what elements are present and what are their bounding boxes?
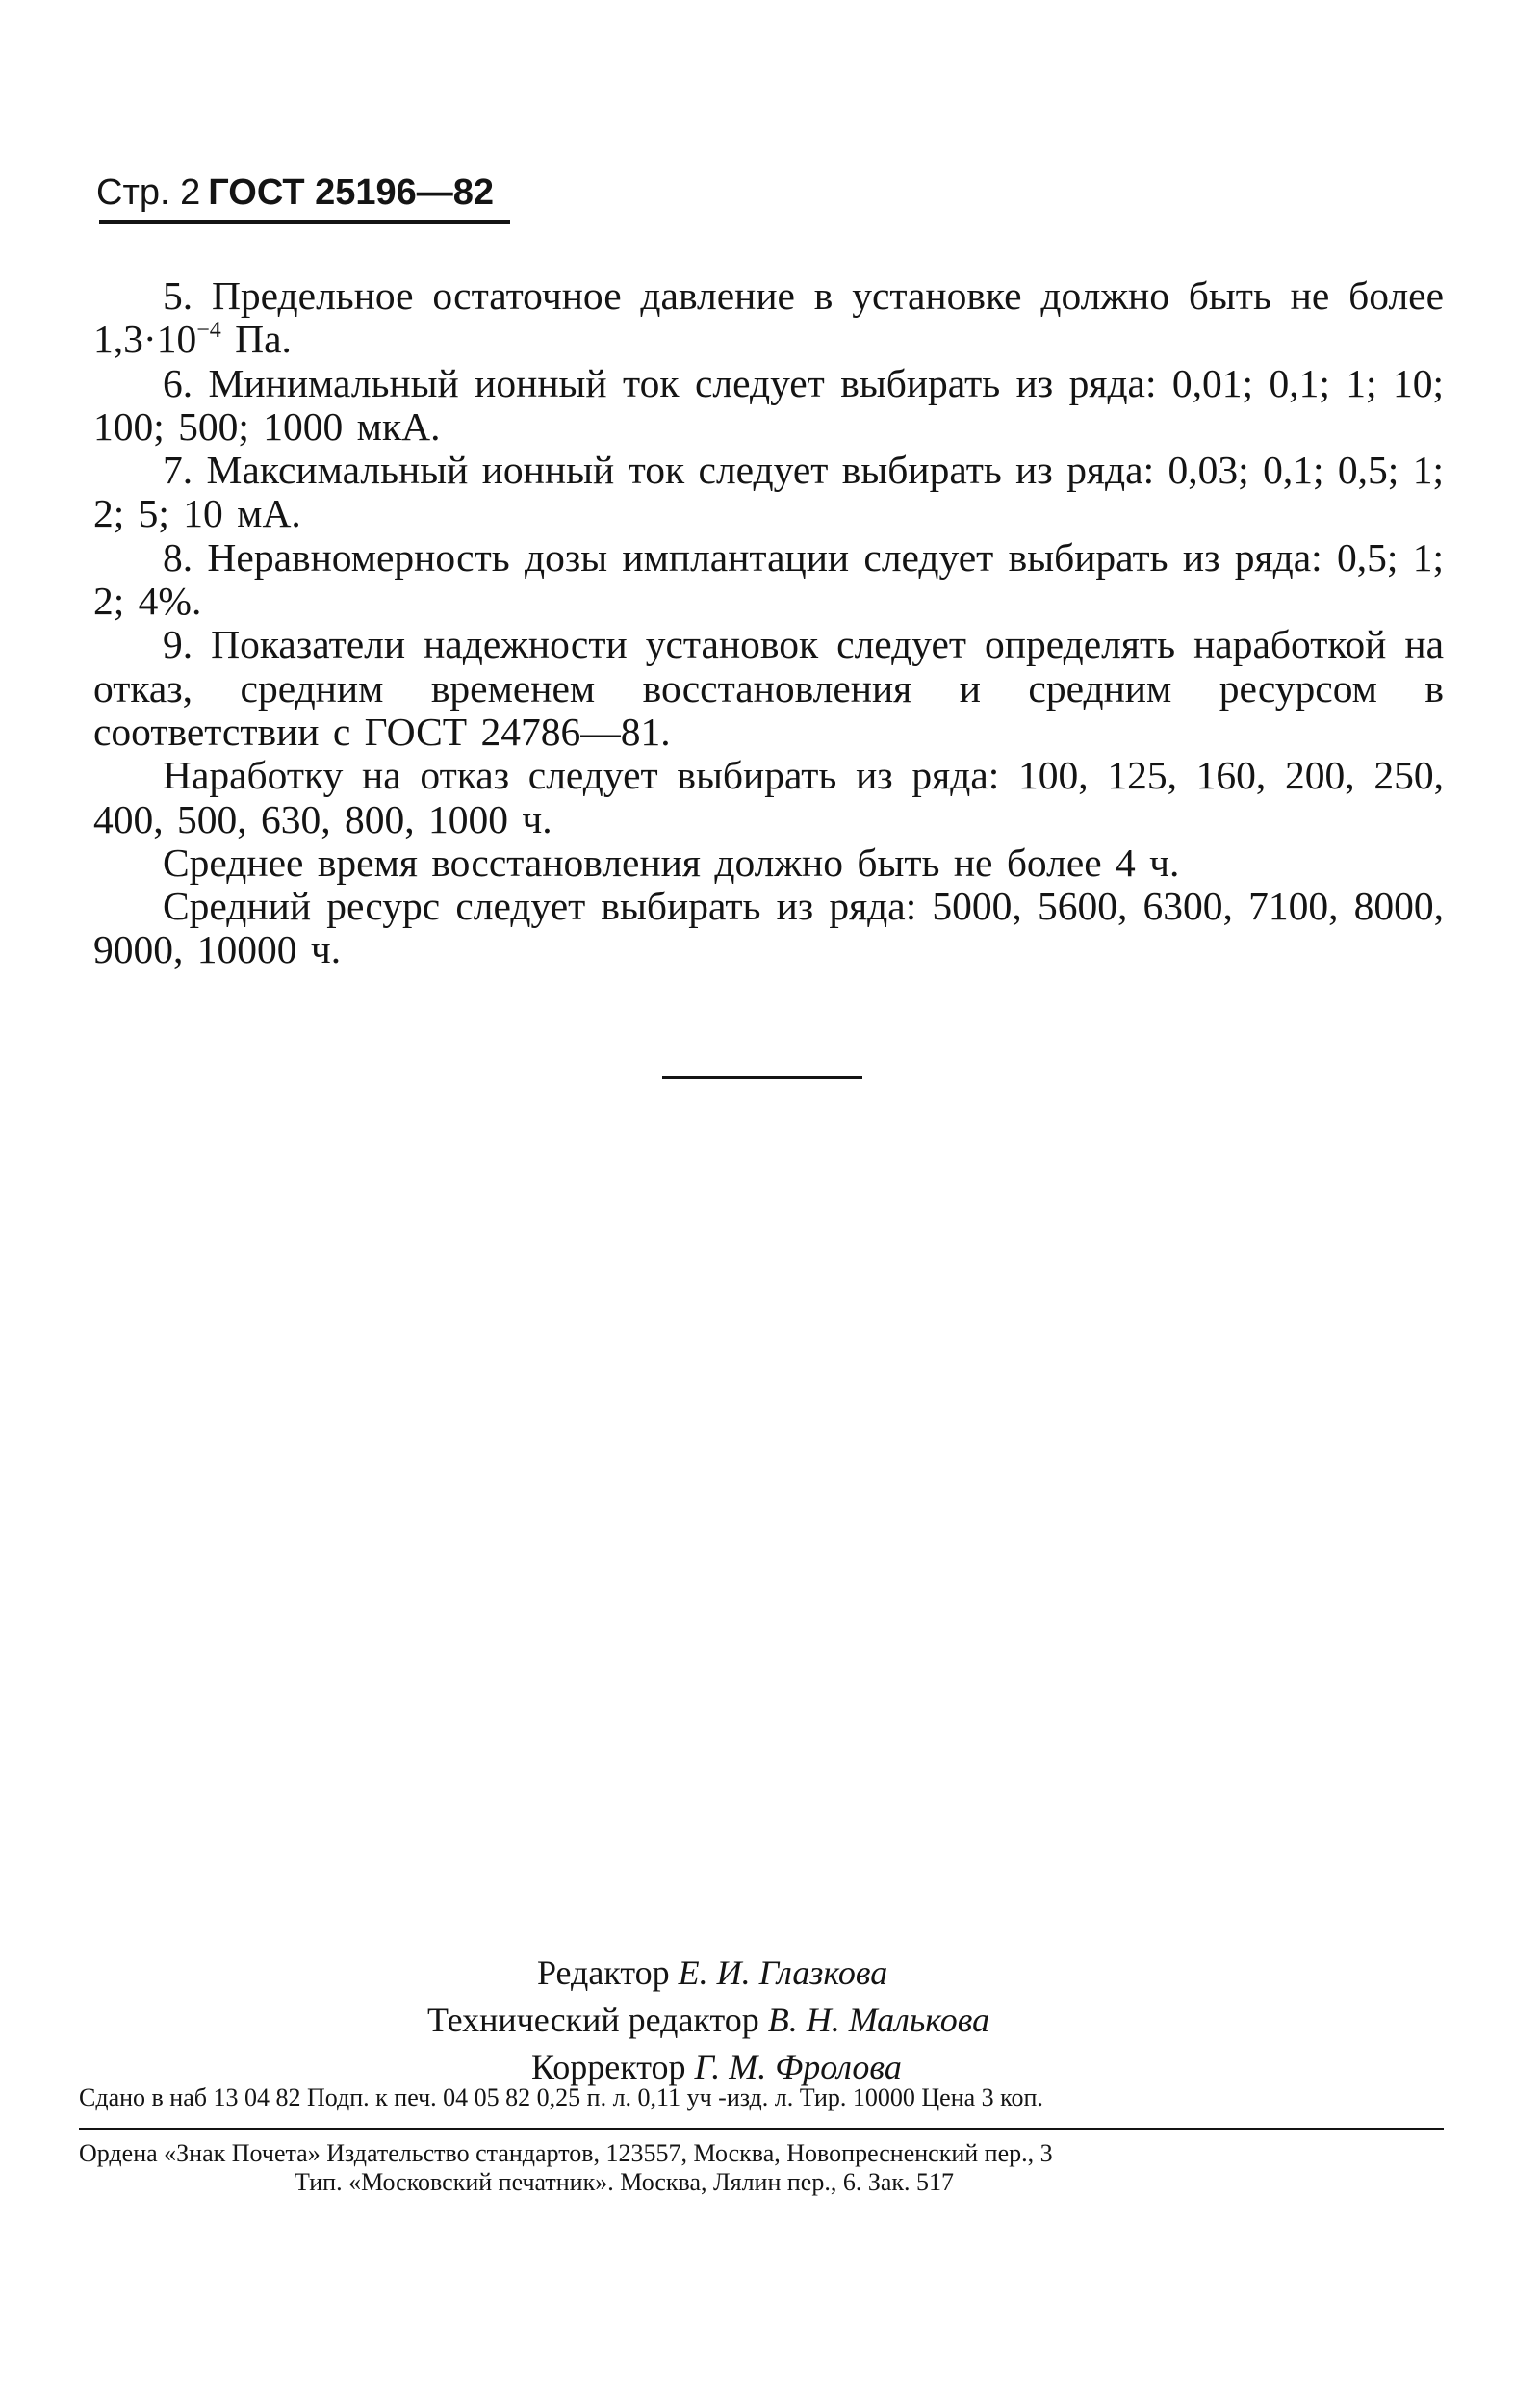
- publisher-line-1: Ордена «Знак Почета» Издательство стандартов, 123557, Москва, Новопресненский пер., 3: [79, 2139, 1053, 2167]
- body-text: [93, 274, 1444, 972]
- paragraph-recovery-time: Среднее время восстановления должно быть не более 4 ч.: [163, 840, 1180, 885]
- print-imprint: Сдано в наб 13 04 82 Подп. к печ. 04 05 82 0,25 п. л. 0,11 уч -изд. л. Тир. 10000 Цена 3 коп.: [79, 2083, 1043, 2111]
- paragraph-6: 6. Минимальный ионный ток следует выбирать из ряда: 0,01; 0,1; 1; 10; 100; 500; 1000 мкА.: [93, 360, 1444, 449]
- paragraph-service-life: Средний ресурс следует выбирать из ряда: 5000, 5600, 6300, 7100, 8000, 9000, 10000 ч.: [93, 884, 1444, 972]
- editor-name: Е. И. Глазкова: [678, 1953, 888, 1992]
- publisher-info: [79, 2139, 1446, 2197]
- proofreader-role: Корректор: [531, 2048, 686, 2086]
- paragraph-5-lead: 5. Предельное остаточное давление в установке должно быть не более 1,3·10: [93, 273, 1444, 362]
- proofreader-name: Г. М. Фролова: [694, 2048, 902, 2086]
- tech-editor-role: Технический редактор: [427, 2001, 759, 2039]
- tech-editor-name: В. Н. Малькова: [767, 2001, 990, 2039]
- page-number-label: Стр. 2: [96, 172, 201, 213]
- paragraph-mtbf: Наработку на отказ следует выбирать из ряда: 100, 125, 160, 200, 250, 400, 500, 630, 800, 1000 ч.: [93, 753, 1444, 841]
- end-of-text-rule: [662, 1076, 862, 1079]
- credits-block: [0, 1950, 1540, 2091]
- editor-credit: [537, 1950, 1540, 1997]
- paragraph-8: 8. Неравномерность дозы имплантации следует выбирать из ряда: 0,5; 1; 2; 4%.: [93, 534, 1444, 624]
- tech-editor-credit: [427, 1997, 1540, 2044]
- paragraph-5: [93, 274, 1444, 362]
- page-header: [96, 171, 494, 214]
- pressure-exponent: −4: [196, 318, 221, 344]
- paragraph-7: 7. Максимальный ионный ток следует выбирать из ряда: 0,03; 0,1; 0,5; 1; 2; 5; 10 мА.: [93, 448, 1444, 536]
- paragraph-9: 9. Показатели надежности установок следует определять наработкой на отказ, средним временем восстановления и средним ресурсом в соответствии с ГОСТ 24786—81.: [93, 622, 1444, 754]
- editor-role: Редактор: [537, 1953, 670, 1992]
- paragraph-5-tail: Па.: [220, 317, 292, 362]
- header-rule: [99, 220, 510, 224]
- publisher-line-2: Тип. «Московский печатник». Москва, Лялин пер., 6. Зак. 517: [295, 2168, 955, 2196]
- standard-id: ГОСТ 25196—82: [208, 172, 495, 213]
- imprint-rule: [79, 2128, 1444, 2130]
